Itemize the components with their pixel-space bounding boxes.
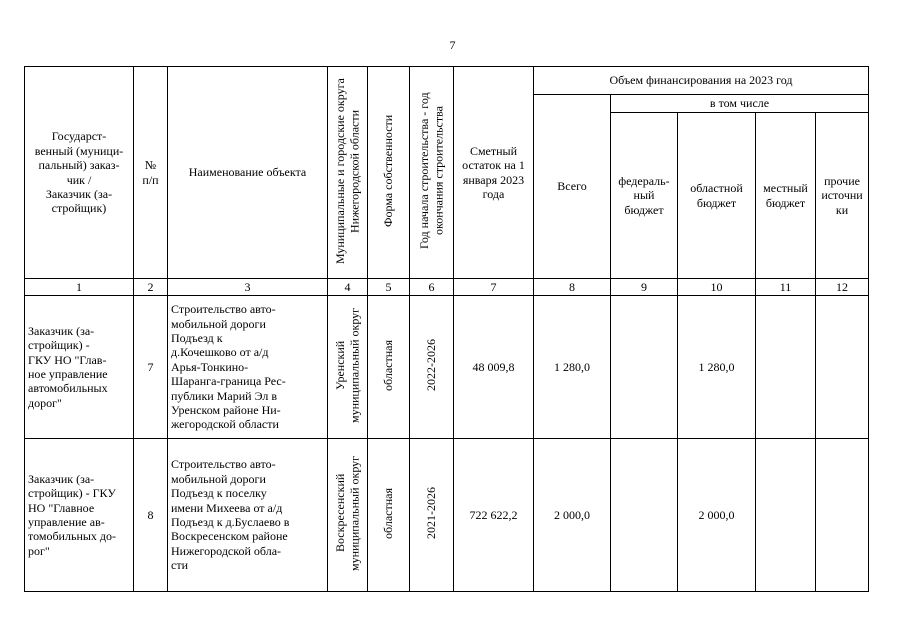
row-object-name: Строительство авто- мобильной дороги Подъезд к поселку имени Михеева от а/д Подъезд к д.Буслаево в Воскресенском районе Нижегородской обла- сти [168,439,328,592]
row-num: 7 [134,296,168,439]
row-federal [611,439,678,592]
header-federal: федераль- ный бюджет [611,113,678,279]
header-including: в том числе [611,95,869,113]
column-number: 12 [816,279,869,296]
header-other: прочие источники [816,113,869,279]
row-balance: 722 622,2 [454,439,534,592]
column-number: 9 [611,279,678,296]
row-regional: 1 280,0 [678,296,756,439]
row-municipality: Воскресенский муниципальный округ [328,439,368,592]
header-ownership: Форма собственности [368,67,410,279]
column-number: 11 [756,279,816,296]
column-number: 2 [134,279,168,296]
header-local: местный бюджет [756,113,816,279]
row-regional: 2 000,0 [678,439,756,592]
row-num: 8 [134,439,168,592]
header-balance: Сметный остаток на 1 января 2023 года [454,67,534,279]
financing-table [24,66,869,592]
row-ownership: областная [368,296,410,439]
row-total: 2 000,0 [534,439,611,592]
row-years: 2021-2026 [410,439,454,592]
header-customer: Государст- венный (муници- пальный) заказ- чик / Заказчик (за- стройщик) [25,67,134,279]
row-ownership: областная [368,439,410,592]
row-federal [611,296,678,439]
column-number: 3 [168,279,328,296]
column-number: 10 [678,279,756,296]
column-number: 1 [25,279,134,296]
column-number: 6 [410,279,454,296]
header-regional: областной бюджет [678,113,756,279]
table-row [25,296,869,439]
page-number: 7 [449,38,456,52]
column-number: 7 [454,279,534,296]
header-financing: Объем финансирования на 2023 год [534,67,869,95]
header-num: № п/п [134,67,168,279]
row-local [756,296,816,439]
row-total: 1 280,0 [534,296,611,439]
row-other [816,439,869,592]
column-number: 8 [534,279,611,296]
column-number: 5 [368,279,410,296]
row-customer: Заказчик (за- стройщик) - ГКУ НО "Глав- ное управление автомобильных дорог" [25,296,134,439]
row-municipality: Уренский муниципальный округ [328,296,368,439]
header-object-name: Наименование объекта [168,67,328,279]
row-balance: 48 009,8 [454,296,534,439]
header-municipality: Муниципальные и городские округа Нижегородской области [328,67,368,279]
header-total: Всего [534,95,611,279]
row-years: 2022-2026 [410,296,454,439]
row-object-name: Строительство авто- мобильной дороги Подъезд к д.Кочешково от а/д Арья-Тонкино- Шаранга-граница Рес- публики Марий Эл в Уренском районе Ни- жегородской области [168,296,328,439]
row-other [816,296,869,439]
header-years: Год начала строительства - год окончания строительства [410,67,454,279]
row-customer: Заказчик (за- стройщик) - ГКУ НО "Главное управление ав- томобильных до- рог" [25,439,134,592]
table-row [25,439,869,592]
column-number: 4 [328,279,368,296]
row-local [756,439,816,592]
